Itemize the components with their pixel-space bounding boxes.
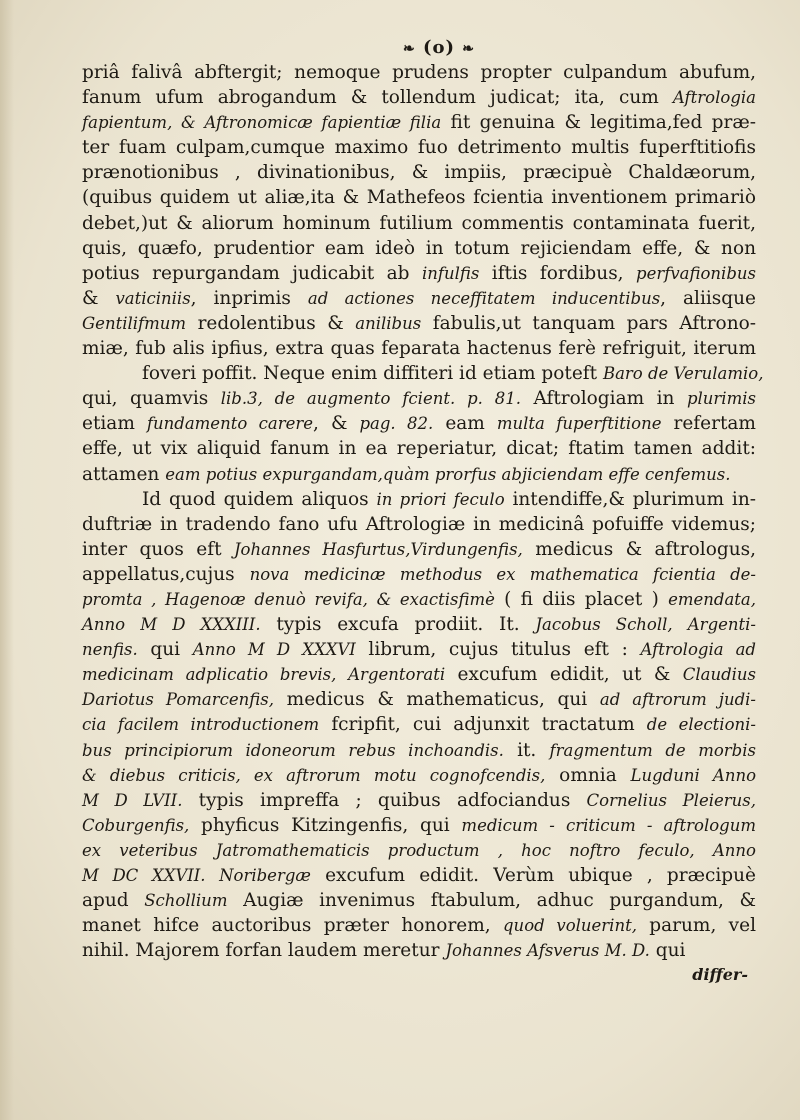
page-mark: (o) xyxy=(422,37,456,58)
text-line xyxy=(82,311,756,336)
text-line xyxy=(82,411,756,436)
roman-text: excufum edidit. Verùm ubique , præcipuè xyxy=(310,865,756,886)
roman-text: typis impreffa ; quibus adfociandus xyxy=(182,789,587,811)
ornament-left-icon: ❧ xyxy=(402,41,416,57)
italic-text: lib.3, de augmento fcient. p. 81. xyxy=(220,389,521,409)
italic-text: vaticiniis xyxy=(115,288,191,308)
text-line xyxy=(82,160,756,185)
text-line xyxy=(82,135,756,160)
italic-text: cia facilem introductionem xyxy=(82,715,320,735)
italic-text: ad aftrorum judi- xyxy=(599,690,756,710)
roman-text: fit genuina & legitima,fed præ- xyxy=(441,112,756,134)
roman-text: fanum ufum abrogandum & tollendum judicat; ita, cum xyxy=(82,87,673,109)
italic-text: eam potius expurgandam,quàm prorfus abjiciendam effe cenfemus. xyxy=(165,464,731,484)
italic-text: fapientum, & Aftronomicæ fapientiæ filia xyxy=(82,113,442,133)
page-edge-shadow xyxy=(0,0,14,1120)
roman-text: fcripfit, cui adjunxit tractatum xyxy=(319,714,647,736)
text-line xyxy=(82,185,756,210)
italic-text: anilibus xyxy=(355,313,422,333)
roman-text: omnia xyxy=(545,764,631,786)
italic-text: nenfis. xyxy=(82,640,138,660)
text-line xyxy=(82,662,756,687)
roman-text: Aftrologiam in xyxy=(520,388,687,410)
text-line xyxy=(82,788,756,813)
italic-text: Dariotus Pomarcenfis, xyxy=(82,690,274,710)
text-line xyxy=(82,236,756,261)
italic-text: Coburgenfis, xyxy=(82,815,190,835)
italic-text: Gentilifmum xyxy=(82,313,187,333)
text-line xyxy=(82,637,756,662)
roman-text: appellatus,cujus xyxy=(82,563,250,585)
text-line xyxy=(82,512,756,537)
roman-text: phyficus Kitzingenfis, qui xyxy=(189,814,462,836)
text-line xyxy=(82,913,756,938)
text-line xyxy=(82,813,756,838)
roman-text: medicus & aftrologus, xyxy=(522,538,756,560)
text-line xyxy=(82,361,764,386)
text-line xyxy=(82,562,756,587)
italic-text: infulfis xyxy=(421,263,480,283)
italic-text: quod voluerint, xyxy=(503,916,637,936)
roman-text: Augiæ invenimus ftabulum, adhuc purgandum, & xyxy=(227,890,756,912)
italic-text: multa fuperftitione xyxy=(496,414,662,434)
roman-text: debet,)ut & aliorum hominum futilium commentis contaminata fuerit, xyxy=(82,212,756,234)
italic-text: M D LVII. xyxy=(82,790,183,810)
roman-text: parum, vel xyxy=(636,915,756,937)
text-line xyxy=(82,537,756,562)
italic-text: M DC XXVII. Noribergæ xyxy=(82,866,311,885)
roman-text: intendiffe,& plurimum in- xyxy=(504,488,756,510)
italic-text: Anno M D XXXVI xyxy=(192,640,356,660)
roman-text: apud xyxy=(82,890,145,912)
text-line xyxy=(82,738,756,763)
italic-text: ad actiones neceffitatem inducentibus xyxy=(307,288,661,308)
roman-text: it. xyxy=(503,739,550,761)
text-line xyxy=(82,712,756,737)
roman-text: iftis fordibus, xyxy=(479,262,637,284)
italic-text: plurimis xyxy=(686,389,756,409)
text-line xyxy=(82,487,756,512)
italic-text: fundamento carere xyxy=(146,414,314,434)
roman-text: , inprimis xyxy=(190,287,308,309)
italic-text: Aftrologia ad xyxy=(640,640,756,660)
roman-text: qui xyxy=(137,639,193,661)
text-line xyxy=(82,110,756,135)
text-line xyxy=(82,587,756,612)
roman-text: qui xyxy=(649,940,686,962)
roman-text: Id quod quidem aliquos xyxy=(142,488,377,510)
text-line xyxy=(82,286,756,311)
page-header xyxy=(122,36,756,60)
roman-text: typis excufa prodiit. It. xyxy=(260,614,536,636)
text-line xyxy=(82,436,756,461)
text-line xyxy=(82,85,756,110)
italic-text: Cornelius Pleierus, xyxy=(586,790,756,810)
catchword: differ- xyxy=(692,965,748,985)
text-line xyxy=(82,261,756,286)
roman-text: (quibus quidem ut aliæ,ita & Mathefeos fcientia inventionem primariò xyxy=(82,187,756,209)
italic-text: perfvafionibus xyxy=(636,263,756,283)
text-line xyxy=(82,612,756,637)
italic-text: nova medicinæ methodus ex mathematica fcientia de- xyxy=(249,564,756,584)
roman-text: miæ, fub alis ipfius, extra quas feparata hactenus ferè refriguit, iterum xyxy=(82,338,756,360)
roman-text: etiam xyxy=(82,413,147,435)
roman-text: ( fi diis placet ) xyxy=(494,588,669,610)
roman-text: ter fuam culpam,cumque maximo fuo detrimento multis fuperftitiofis xyxy=(82,137,756,159)
roman-text: quis, quæfo, prudentior eam ideò in totum rejiciendam effe, & non xyxy=(82,237,756,259)
italic-text: medicum - criticum - aftrologum xyxy=(461,815,756,835)
roman-text: , aliisque xyxy=(660,287,756,309)
roman-text: redolentibus & xyxy=(186,312,356,334)
italic-text: Claudius xyxy=(682,665,757,685)
italic-text: emendata, xyxy=(668,589,757,609)
italic-text: Johannes Hasfurtus,Virdungenfis, xyxy=(233,539,523,559)
italic-text: Aftrologia xyxy=(672,88,756,108)
roman-text: prænotionibus , divinationibus, & impiis, præcipuè Chaldæorum, xyxy=(82,162,756,184)
roman-text: effe, ut vix aliquid fanum in ea reperiatur, dicat; ftatim tamen addit: xyxy=(82,438,756,460)
italic-text: Jacobus Scholl, Argenti- xyxy=(535,615,757,635)
italic-text: Lugduni Anno xyxy=(630,765,756,785)
italic-text: Baro de Verulamio, xyxy=(602,364,764,384)
italic-text: fragmentum de morbis xyxy=(549,740,756,760)
italic-text: Anno M D XXXIII. xyxy=(82,615,261,635)
roman-text: medicus & mathematicus, qui xyxy=(274,689,600,711)
roman-text: & xyxy=(82,287,116,309)
text-line xyxy=(82,336,756,361)
italic-text: Schollium xyxy=(144,891,228,911)
text-line xyxy=(82,687,756,712)
roman-text: , & xyxy=(313,413,360,435)
roman-text: priâ falivâ abftergit; nemoque prudens propter culpandum abufum, xyxy=(82,62,756,83)
text-line xyxy=(82,863,756,888)
text-line xyxy=(82,60,756,85)
italic-text: Johannes Afsverus M. D. xyxy=(445,941,650,961)
text-line xyxy=(82,938,756,963)
italic-text: promta , Hagenoæ denuò revifa, & exactisfimè xyxy=(82,589,495,609)
text-line xyxy=(82,386,756,411)
roman-text: foveri poffit. Neque enim diffiteri id etiam poteft xyxy=(142,363,603,385)
ornament-right-icon: ❧ xyxy=(462,41,476,57)
roman-text: refertam xyxy=(661,413,756,435)
roman-text: attamen xyxy=(82,463,166,485)
roman-text: excufum edidit, ut & xyxy=(445,664,683,686)
italic-text: pag. 82. xyxy=(359,414,434,434)
italic-text: medicinam adplicatio brevis, Argentorati xyxy=(82,665,446,685)
roman-text: fabulis,ut tanquam pars Aftrono- xyxy=(421,312,756,334)
roman-text: eam xyxy=(433,413,497,435)
roman-text: librum, cujus titulus eft : xyxy=(355,639,641,661)
text-line xyxy=(82,211,756,236)
italic-text: & diebus criticis, ex aftrorum motu cognofcendis, xyxy=(82,765,546,785)
roman-text: duftriæ in tradendo fano ufu Aftrologiæ in medicinâ pofuiffe videmus; xyxy=(82,513,756,535)
roman-text: qui, quamvis xyxy=(82,388,221,410)
text-line xyxy=(82,838,756,863)
text-line xyxy=(82,462,756,487)
italic-text: de electioni- xyxy=(646,715,756,735)
body-text xyxy=(82,60,764,963)
roman-text: inter quos eft xyxy=(82,538,234,560)
italic-text: in priori feculo xyxy=(376,489,505,509)
text-line xyxy=(82,763,756,788)
italic-text: bus principiorum idoneorum rebus inchoandis. xyxy=(82,740,504,760)
roman-text: potius repurgandam judicabit ab xyxy=(82,262,422,284)
roman-text: nihil. Majorem forfan laudem meretur xyxy=(82,940,446,962)
roman-text: manet hifce auctoribus præter honorem, xyxy=(82,915,503,937)
text-line xyxy=(82,888,756,913)
italic-text: ex veteribus Jatromathematicis productum , hoc noftro feculo, Anno xyxy=(82,840,756,860)
